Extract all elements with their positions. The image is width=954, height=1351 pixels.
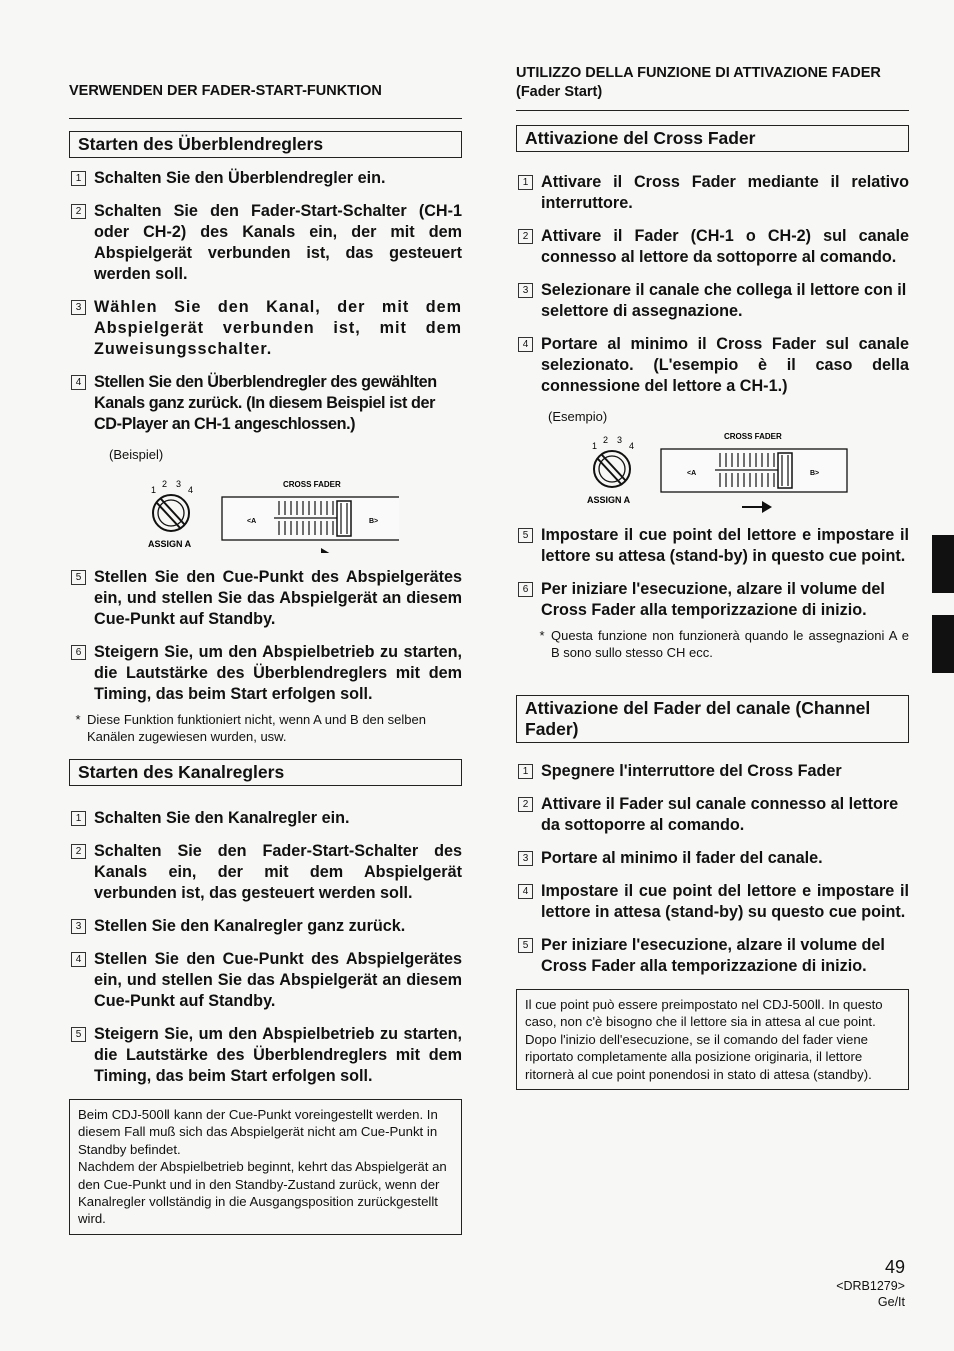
step-2 bbox=[69, 201, 462, 285]
crossfader-right-end: B> bbox=[369, 518, 379, 525]
assign-dial-icon bbox=[148, 479, 193, 549]
step-number: 4 bbox=[518, 884, 533, 899]
crossfader-icon bbox=[222, 480, 399, 540]
assign-dial-icon bbox=[587, 435, 634, 505]
step-5 bbox=[69, 567, 462, 630]
example-label: (Beispiel) bbox=[109, 447, 164, 462]
fader-diagram bbox=[69, 463, 399, 553]
italian-column bbox=[516, 64, 909, 1090]
step-5 bbox=[516, 525, 909, 567]
step-text: Schalten Sie den Überblendregler ein. bbox=[94, 169, 386, 187]
step-4 bbox=[516, 881, 909, 923]
crossfader-label: CROSS FADER bbox=[724, 432, 782, 441]
page-number: 49 bbox=[884, 1257, 905, 1277]
step-text: Schalten Sie den Kanalregler ein. bbox=[94, 809, 350, 827]
footnote-text: Questa funzione non funzionerà quando le assegnazioni A e B sono sullo stesso CH ecc. bbox=[551, 628, 909, 660]
info-box-de: Beim CDJ-500Ⅱ kann der Cue-Punkt voreingestellt werden. In diesem Fall muß sich das Abspielgerät nicht am Cue-Punkt in Standby befindet. Nachdem der Abspielbetrieb beginnt, kehrt das Abspielgerät an den Cue-Punkt und in den Standby-Zustand zurück, wenn der Kanalregler vollständig in die Ausgangsposition zurückgestellt wird. bbox=[69, 1099, 462, 1235]
assign-label: ASSIGN A bbox=[148, 539, 192, 549]
dial-number-2: 2 bbox=[162, 479, 168, 489]
step-text: Steigern Sie, um den Abspielbetrieb zu starten, die Lautstärke des Überblendreglers mit dem Timing, das beim Start erfolgen soll. bbox=[94, 643, 462, 703]
step-2 bbox=[69, 841, 462, 904]
crossfader-label: CROSS FADER bbox=[283, 480, 341, 489]
step-text: Impostare il cue point del lettore e impostare il lettore su attesa (stand-by) in questo cue point. bbox=[541, 526, 909, 565]
step-number: 3 bbox=[518, 851, 533, 866]
step-text: Attivare il Fader sul canale connesso al lettore da sottoporre al comando. bbox=[541, 795, 899, 834]
german-heading: VERWENDEN DER FADER-START-FUNKTION bbox=[69, 83, 382, 99]
dial-number-4: 4 bbox=[629, 441, 635, 451]
step-4 bbox=[516, 334, 909, 397]
step-3 bbox=[516, 280, 909, 322]
divider bbox=[516, 110, 909, 111]
step-number: 2 bbox=[518, 229, 533, 244]
step-number: 4 bbox=[71, 952, 86, 967]
dial-number-2: 2 bbox=[603, 435, 609, 445]
language-code: Ge/It bbox=[877, 1295, 905, 1309]
footnote-de: * Diese Funktion funktioniert nicht, wenn A und B den selben Kanälen zugewiesen wurden, usw. bbox=[69, 711, 462, 745]
step-text: Wählen Sie den Kanal, der mit dem Abspielgerät verbunden ist, mit dem Zuweisungsschalter. bbox=[94, 298, 462, 358]
step-text: Spegnere l'interruttore del Cross Fader bbox=[541, 762, 842, 780]
info-box-it: Il cue point può essere preimpostato nel CDJ-500Ⅱ. In questo caso, non c'è bisogno che il lettore sia in attesa al cue point. Dopo l'inizio dell'esecuzione, se il comando del fader viene riportato completamente alla posizione originaria, il lettore ritornerà al cue point ponendosi in stato di attesa (standby). bbox=[516, 989, 909, 1090]
step-text: Schalten Sie den Fader-Start-Schalter (CH-1 oder CH-2) des Kanals ein, der mit dem Abspielgerät verbunden ist, das gesteuert werden soll. bbox=[94, 202, 462, 283]
step-number: 5 bbox=[71, 1027, 86, 1042]
step-6 bbox=[69, 642, 462, 705]
step-text: Per iniziare l'esecuzione, alzare il volume del Cross Fader alla temporizzazione di inizio. bbox=[541, 580, 885, 619]
step-text: Portare al minimo il fader del canale. bbox=[541, 849, 823, 867]
crossfader-icon bbox=[661, 432, 847, 492]
example-diagram-it bbox=[516, 409, 909, 515]
step-number: 4 bbox=[518, 337, 533, 352]
index-tab bbox=[932, 535, 954, 593]
footnote-text: Diese Funktion funktioniert nicht, wenn A und B den selben Kanälen zugewiesen wurden, usw. bbox=[87, 712, 426, 744]
step-number: 1 bbox=[518, 764, 533, 779]
crossfader-right-end: B> bbox=[810, 470, 820, 477]
step-text: Impostare il cue point del lettore e impostare il lettore in attesa (stand-by) su questo cue point. bbox=[541, 882, 909, 921]
step-1 bbox=[516, 761, 909, 782]
assign-label: ASSIGN A bbox=[587, 495, 631, 505]
section-title-channel-de: Starten des Kanalreglers bbox=[69, 759, 462, 786]
right-arrow-icon bbox=[742, 501, 772, 513]
step-number: 5 bbox=[518, 938, 533, 953]
step-1 bbox=[69, 808, 462, 829]
step-2 bbox=[516, 226, 909, 268]
step-6 bbox=[516, 579, 909, 621]
italian-heading: UTILIZZO DELLA FUNZIONE DI ATTIVAZIONE FADER (Fader Start) bbox=[516, 65, 881, 100]
step-number: 5 bbox=[518, 528, 533, 543]
index-tab bbox=[932, 615, 954, 673]
step-number: 3 bbox=[518, 283, 533, 298]
step-text: Selezionare il canale che collega il lettore con il selettore di assegnazione. bbox=[541, 281, 907, 320]
step-3 bbox=[69, 297, 462, 360]
step-number: 1 bbox=[71, 171, 86, 186]
step-1 bbox=[69, 168, 462, 189]
step-number: 2 bbox=[518, 797, 533, 812]
page-footer bbox=[836, 1256, 905, 1310]
dial-number-1: 1 bbox=[592, 441, 598, 451]
step-text: Steigern Sie, um den Abspielbetrieb zu starten, die Lautstärke des Überblendreglers mit dem Timing, das beim Start erfolgen soll. bbox=[94, 1025, 462, 1085]
step-number: 6 bbox=[71, 645, 86, 660]
footnote-it: * Questa funzione non funzionerà quando le assegnazioni A e B sono sullo stesso CH ecc. bbox=[539, 628, 909, 660]
step-number: 3 bbox=[71, 300, 86, 315]
dial-number-1: 1 bbox=[151, 485, 157, 495]
example-diagram-de bbox=[69, 447, 462, 557]
step-3 bbox=[516, 848, 909, 869]
step-number: 2 bbox=[71, 844, 86, 859]
step-number: 1 bbox=[71, 811, 86, 826]
step-number: 1 bbox=[518, 175, 533, 190]
right-arrow-icon bbox=[301, 548, 331, 553]
step-number: 3 bbox=[71, 919, 86, 934]
step-text: Attivare il Cross Fader mediante il relativo interruttore. bbox=[541, 173, 909, 212]
example-label: (Esempio) bbox=[548, 409, 608, 424]
step-text: Stellen Sie den Überblendregler des gewählten Kanals ganz zurück. (In diesem Beispiel ist der CD-Player an CH-1 angeschlossen.) bbox=[94, 373, 437, 433]
german-column bbox=[69, 82, 462, 1235]
step-text: Portare al minimo il Cross Fader sul canale selezionato. (L'esempio è il caso della connessione del lettore a CH-1.) bbox=[541, 335, 909, 395]
section-title-crossfader-it: Attivazione del Cross Fader bbox=[516, 125, 909, 152]
step-1 bbox=[516, 172, 909, 214]
step-number: 2 bbox=[71, 204, 86, 219]
step-text: Stellen Sie den Cue-Punkt des Abspielgerätes ein, und stellen Sie das Abspielgerät an diesem Cue-Punkt auf Standby. bbox=[94, 568, 462, 628]
step-4 bbox=[69, 372, 462, 435]
step-3 bbox=[69, 916, 462, 937]
step-5 bbox=[516, 935, 909, 977]
step-number: 5 bbox=[71, 570, 86, 585]
section-title-crossfader-de: Starten des Überblendreglers bbox=[69, 131, 462, 158]
step-text: Attivare il Fader (CH-1 o CH-2) sul canale connesso al lettore da sottoporre al comando. bbox=[541, 227, 909, 266]
step-number: 4 bbox=[71, 375, 86, 390]
step-text: Schalten Sie den Fader-Start-Schalter des Kanals ein, der mit dem Abspielgerät verbunden ist, das gesteuert werden soll. bbox=[94, 842, 462, 902]
step-text: Stellen Sie den Kanalregler ganz zurück. bbox=[94, 917, 406, 935]
step-5 bbox=[69, 1024, 462, 1087]
dial-number-3: 3 bbox=[617, 435, 623, 445]
step-4 bbox=[69, 949, 462, 1012]
crossfader-left-end: <A bbox=[247, 518, 257, 525]
step-2 bbox=[516, 794, 909, 836]
step-text: Per iniziare l'esecuzione, alzare il volume del Cross Fader alla temporizzazione di inizio. bbox=[541, 936, 885, 975]
section-title-channel-it: Attivazione del Fader del canale (Channel Fader) bbox=[516, 695, 909, 743]
dial-number-3: 3 bbox=[176, 479, 182, 489]
crossfader-left-end: <A bbox=[687, 470, 697, 477]
step-number: 6 bbox=[518, 582, 533, 597]
fader-diagram bbox=[516, 425, 856, 515]
divider bbox=[69, 118, 462, 119]
dial-number-4: 4 bbox=[188, 485, 194, 495]
doc-code: <DRB1279> bbox=[836, 1279, 905, 1293]
step-text: Stellen Sie den Cue-Punkt des Abspielgerätes ein, und stellen Sie das Abspielgerät an diesem Cue-Punkt auf Standby. bbox=[94, 950, 462, 1010]
